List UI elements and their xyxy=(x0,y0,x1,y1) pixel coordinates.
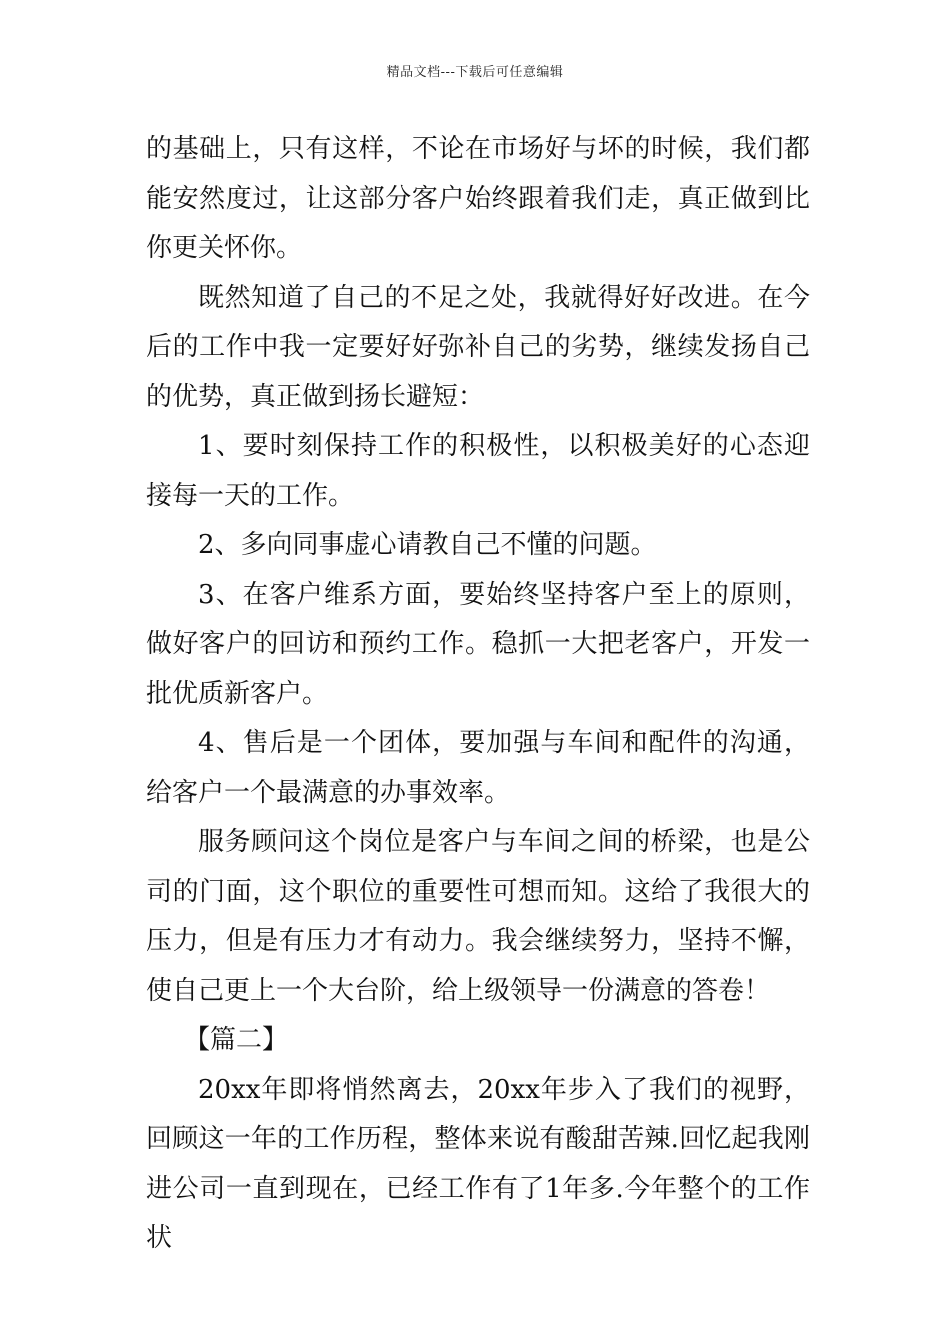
list-item: 2、多向同事虚心请教自己不懂的问题。 xyxy=(198,530,657,560)
document-body xyxy=(146,125,810,1264)
list-item: 1、要时刻保持工作的积极性，以积极美好的心态迎接每一天的工作。 xyxy=(146,431,810,511)
list-item: 4、售后是一个团体，要加强与车间和配件的沟通，给客户一个最满意的办事效率。 xyxy=(146,728,810,808)
paragraph: 20xx年即将悄然离去，20xx年步入了我们的视野，回顾这一年的工作历程，整体来说有酸甜苦辣.回忆起我刚进公司一直到现在，已经工作有了1年多.今年整个的工作状 xyxy=(146,1074,810,1253)
list-item: 3、在客户维系方面，要始终坚持客户至上的原则，做好客户的回访和预约工作。稳抓一大把老客户，开发一批优质新客户。 xyxy=(146,579,810,709)
paragraph: 的基础上，只有这样，不论在市场好与坏的时候，我们都能安然度过，让这部分客户始终跟着我们走，真正做到比你更关怀你。 xyxy=(146,134,810,263)
page-header: 精品文档---下载后可任意编辑 xyxy=(386,65,564,80)
paragraph: 既然知道了自己的不足之处，我就得好好改进。在今后的工作中我一定要好好弥补自己的劣势，继续发扬自己的优势，真正做到扬长避短： xyxy=(146,282,810,412)
section-title: 【篇二】 xyxy=(184,1025,289,1055)
paragraph: 服务顾问这个岗位是客户与车间之间的桥梁，也是公司的门面，这个职位的重要性可想而知。这给了我很大的压力，但是有压力才有动力。我会继续努力，坚持不懈，使自己更上一个大台阶，给上级领导一份满意的答卷！ xyxy=(146,827,810,1006)
